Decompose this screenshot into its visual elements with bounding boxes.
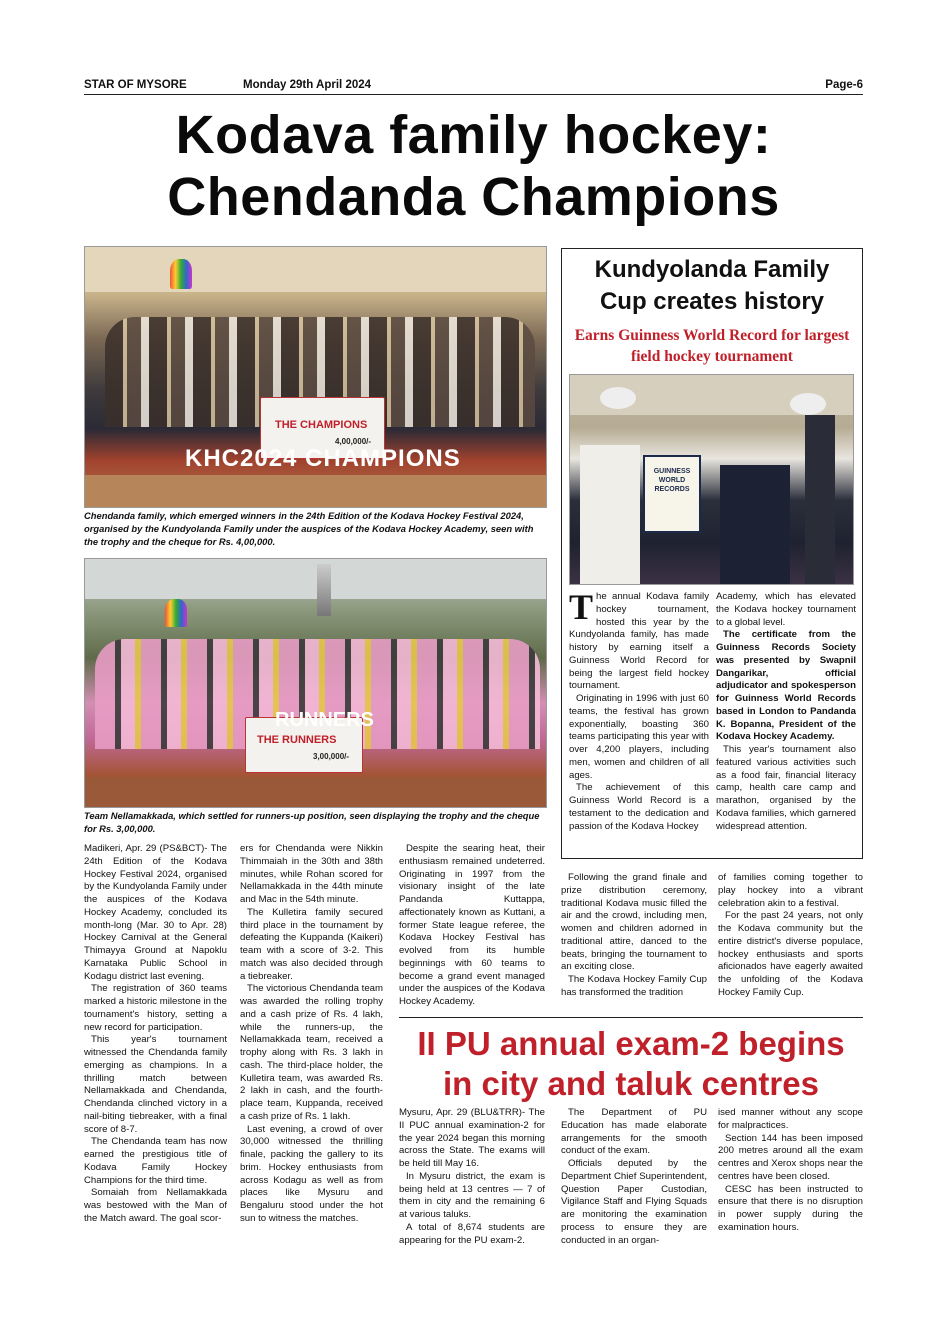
- guinness-col1-p3: The achievement of this Guinness World Record is a testament to the dedication and passion of the Kodava Hockey: [569, 782, 709, 832]
- guinness-col2-p2: The certificate from the Guinness Records Society was presented by Swapnil Dangarikar, official adjudicator and spokesperson for Guinness World Records based in London to Pandanda K. Bopanna, President of the Kodava Hockey Academy.: [716, 629, 856, 743]
- section-divider: [399, 1017, 863, 1018]
- runners-photo-caption: Team Nellamakkada, which settled for runners-up position, seen displaying the trophy and the cheque for Rs. 3,00,000.: [84, 810, 540, 834]
- guinness-box-col2: [716, 591, 856, 833]
- article-col2: [240, 843, 383, 1226]
- article-col5: [718, 872, 863, 1000]
- exam-col2-p2: Officials deputed by the Department Chief Superintendent, Question Paper Custodian, Vigilance Staff and Flying Squads are monitoring the examination process to ensure they are conducted in an organ-: [561, 1158, 707, 1246]
- guinness-box-col1: [569, 587, 709, 833]
- guinness-box-title: Kundyolanda Family Cup creates history: [594, 256, 830, 315]
- exam-col1-p1: Mysuru, Apr. 29 (BLU&TRR)- The II PUC annual examination-2 for the year 2024 began this morning across the State. The exams will be held till May 16.: [399, 1107, 545, 1169]
- champions-backdrop-text: KHC2024 CHAMPIONS: [185, 445, 461, 472]
- article-col1-p1: Madikeri, Apr. 29 (PS&BCT)- The 24th Edition of the Kodava Hockey Festival 2024, organised by the Kundyolanda Family under the auspices of the Kodava Hockey Academy, concluded its month-long (Mar. 30 to Apr. 28) Hockey Carnival at the General Thimayya Ground at Napoklu Karnataka Public School in Kodagu district last evening.: [84, 843, 227, 982]
- champions-banner-title: THE CHAMPIONS: [275, 419, 368, 431]
- certificate-label: GUINNESS WORLD RECORDS: [653, 468, 691, 493]
- main-headline-line1: Kodava family hockey:: [175, 105, 772, 165]
- exam-col1-p3: A total of 8,674 students are appearing for the PU exam-2.: [399, 1221, 545, 1246]
- main-headline: [84, 104, 863, 228]
- exam-headline: II PU annual exam-2 begins in city and taluk centres: [417, 1025, 845, 1102]
- article-col4: [561, 872, 707, 1000]
- dropcap-letter: T: [569, 587, 594, 627]
- runners-banner-title: THE RUNNERS: [257, 734, 337, 746]
- exam-col3: [718, 1107, 863, 1235]
- page-number: Page-6: [825, 79, 863, 91]
- main-headline-line2: Chendanda Champions: [167, 167, 780, 227]
- article-col1-p2: The registration of 360 teams marked a historic milestone in the tournament's history, setting a new record for participation.: [84, 983, 227, 1033]
- exam-col2: [561, 1107, 707, 1247]
- article-col3: [399, 843, 545, 1009]
- exam-col1: [399, 1107, 545, 1247]
- article-col5-p2: For the past 24 years, not only the Kodava community but the entire district's diverse populace, hockey enthusiasts and sports aficionados have eagerly awaited the unfolding of the Kodava Hockey Family Cup.: [718, 910, 863, 998]
- article-col5-p1: of families coming together to play hockey into a vibrant celebration akin to a festival.: [718, 872, 863, 909]
- article-col1: [84, 843, 227, 1226]
- guinness-box-subtitle: Earns Guinness World Record for largest field hockey tournament: [574, 327, 850, 365]
- article-col1-p5: Somaiah from Nellamakkada was bestowed with the Man of the Match award. The goal scor-: [84, 1187, 227, 1224]
- issue-date: Monday 29th April 2024: [243, 79, 372, 91]
- article-col2-p4: Last evening, a crowd of over 30,000 witnessed the thrilling finale, packing the gallery to its brim. Hockey enthusiasts from across Kodagu as well as from places like Mysuru and Bengaluru stood under the hot sun to witness the matches.: [240, 1123, 383, 1224]
- article-col2-p3: The victorious Chendanda team was awarded the rolling trophy and a cash prize of Rs. 4 lakh, while the runners-up, the Nellamakkada team, received a trophy along with Rs. 3 lakh in cash. The third-place holder, the Kulletira team, was awarded Rs. 2 lakh in cash, and the fourth-place team, Kuppanda, received a cash prize of Rs. 1 lakh.: [240, 983, 383, 1122]
- guinness-col2-p1: Academy, which has elevated the Kodava hockey tournament to a global level.: [716, 591, 856, 628]
- publication-name: STAR OF MYSORE: [84, 79, 187, 91]
- guinness-col1-p2: Originating in 1996 with just 60 teams, the festival has grown exponentially, boasting 360 teams participating this year with over 4,200 players, including men, women and children of all ages.: [569, 693, 709, 781]
- exam-col3-p2: Section 144 has been imposed 200 metres around all the exam centres and Xerox shops near the centres have been closed.: [718, 1132, 863, 1182]
- guinness-col1-p1: he annual Kodava family hockey tournament, hosted this year by the Kundyolanda family, has made history by earning itself a Guinness World Record for being the largest field hockey tournament.: [569, 591, 709, 692]
- runners-banner-amount: 3,00,000/-: [313, 752, 350, 761]
- champions-photo-caption: Chendanda family, which emerged winners in the 24th Edition of the Kodava Hockey Festival 2024, organised by the Kundyolanda Family under the auspices of the Kodava Hockey Academy, seen with the trophy and the cheque for Rs. 4,00,000.: [84, 510, 534, 547]
- article-col3-p1: Despite the searing heat, their enthusiasm remained undeterred. Originating in 1997 from the visionary insight of the late Pandanda Kuttappa, affectionately known as Kuttani, a former State league referee, the Kodava Hockey Festival has evolved from its humble beginnings with 60 teams to become a grand event managed under the auspices of the Kodava Hockey Academy.: [399, 843, 545, 1007]
- guinness-certificate-photo: [569, 374, 854, 585]
- article-col1-p3: This year's tournament witnessed the Chendanda family emerging as champions. In a thrilling match between Nellamakkada and Chendanda, Chendanda clinched victory in a nail-biting tiebreaker, with a final score of 8-7.: [84, 1034, 227, 1135]
- champions-photo: [84, 246, 547, 508]
- article-col4-p1: Following the grand finale and prize distribution ceremony, traditional Kodava music filled the air and the crowd, including men, women and children adorned in traditional attire, danced to the beats, bringing the tournament to an exciting close.: [561, 872, 707, 973]
- exam-col2-p1: The Department of PU Education has made elaborate arrangements for the smooth conduct of the exam.: [561, 1107, 707, 1157]
- guinness-col2-p3: This year's tournament also featured various activities such as a food fair, financial literacy camp, health care camp and marathon, organised by the Kodava families, which garnered widespread attention.: [716, 744, 856, 832]
- masthead: [84, 79, 863, 95]
- exam-col1-p2: In Mysuru district, the exam is being held at 13 centres — 7 of them in city and the remaining 6 at various taluks.: [399, 1170, 545, 1220]
- article-col1-p4: The Chendanda team has now earned the prestigious title of Kodava Family Hockey Champions for the third time.: [84, 1136, 227, 1186]
- champions-banner-amount: 4,00,000/-: [335, 437, 372, 446]
- article-col4-p2: The Kodava Hockey Family Cup has transformed the tradition: [561, 974, 707, 998]
- runners-photo: [84, 558, 547, 808]
- exam-col3-p3: CESC has been instructed to ensure that there is no disruption in power supply during the examination hours.: [718, 1183, 863, 1233]
- exam-col3-p1: ised manner without any scope for malpractices.: [718, 1107, 863, 1131]
- article-col2-p1: ers for Chendanda were Nikkin Thimmaiah in the 30th and 38th minutes, while Rohan scored for Nellamakkada in the 44th minute and Mac in the 54th minute.: [240, 843, 383, 905]
- article-col2-p2: The Kulletira family secured third place in the tournament by defeating the Kuppanda (Kaikeri) team with a score of 3-2. This match was also decided through a tiebreaker.: [240, 906, 383, 982]
- runners-backdrop-text: RUNNERS: [275, 709, 374, 731]
